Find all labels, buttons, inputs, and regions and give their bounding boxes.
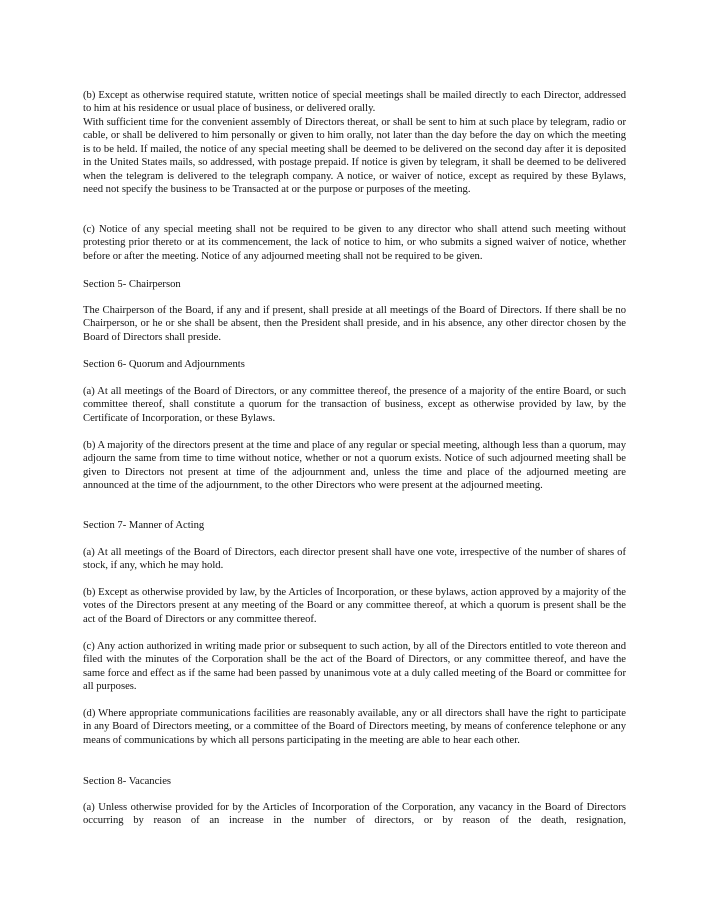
section-7-heading: Section 7- Manner of Acting — [83, 520, 205, 531]
section-8-heading: Section 8- Vacancies — [83, 776, 172, 787]
paragraph-s6-a: (a) At all meetings of the Board of Directors, or any committee thereof, the presence of a majority of the entire Board, or such committee thereof, shall constitute a quorum for the transaction of business, except as otherwise provided by law, by the Certificate of Incorporation, or these Bylaws. — [83, 386, 626, 424]
paragraph-s4-b-continued: With sufficient time for the convenient assembly of Directors thereat, or shall be sent to him at such place by telegram, radio or cable, or shall be delivered to him personally or given to him orally, not later than the day before the day on which the meeting is to be held. If mailed, the notice of any special meeting shall be deemed to be delivered on the second day after it is deposited in the United States mails, so addressed, with postage prepaid. If notice is given by telegram, it shall be deemed to be delivered when the telegram is delivered to the telegraph company. A notice, or waiver of notice, except as required by these Bylaws, need not specify the business to be Transacted at or the purpose or purposes of the meeting. — [83, 117, 626, 196]
paragraph-s5: The Chairperson of the Board, if any and if present, shall preside at all meetings of the Board of Directors. If there shall be no Chairperson, or he or she shall be absent, then the President shall preside, and in his absence, any other director chosen by the Board of Directors shall preside. — [83, 305, 626, 343]
paragraph-s7-d: (d) Where appropriate communications facilities are reasonably available, any or all directors shall have the right to participate in any Board of Directors meeting, or a committee of the Board of Directors meeting, by means of conference telephone or any means of communications by which all persons participating in the meeting are able to hear each other. — [83, 708, 626, 746]
paragraph-s4-c: (c) Notice of any special meeting shall not be required to be given to any director who shall attend such meeting without protesting prior thereto or at its commencement, the lack of notice to him, or who submits a signed waiver of notice, whether before or after the meeting. Notice of any adjourned meeting shall not be required to be given. — [83, 224, 626, 262]
paragraph-s7-c: (c) Any action authorized in writing made prior or subsequent to such action, by all of the Directors entitled to vote thereon and filed with the minutes of the Corporation shall be the act of the Board of Directors, or any committee thereof, and have the same force and effect as if the same had been passed by unanimous vote at a duly called meeting of the Board or committee for all purposes. — [83, 641, 626, 693]
paragraph-s7-a: (a) At all meetings of the Board of Directors, each director present shall have one vote, irrespective of the number of shares of stock, if any, which he may hold. — [83, 547, 626, 572]
section-6-heading: Section 6- Quorum and Adjournments — [83, 359, 245, 370]
paragraph-s6-b: (b) A majority of the directors present at the time and place of any regular or special meeting, although less than a quorum, may adjourn the same from time to time without notice, whether or not a quorum exists. Notice of such adjourned meeting shall be given to Directors not present at time of the adjournment and, unless the time and place of the adjourned meeting are announced at the time of the adjournment, to the other Directors who were present at the adjourned meeting. — [83, 440, 626, 492]
section-5-heading: Section 5- Chairperson — [83, 279, 181, 290]
paragraph-s7-b: (b) Except as otherwise provided by law, by the Articles of Incorporation, or these bylaws, action approved by a majority of the votes of the Directors present at any meeting of the Board or any committee thereof, at which a quorum is present shall be the act of the Board of Directors or any committee thereof. — [83, 587, 626, 625]
paragraph-s4-b: (b) Except as otherwise required statute, written notice of special meetings shall be mailed directly to each Director, addressed to him at his residence or usual place of business, or delivered orally. — [83, 90, 626, 115]
paragraph-s8-a: (a) Unless otherwise provided for by the Articles of Incorporation of the Corporation, any vacancy in the Board of Directors occurring by reason of an increase in the number of directors, or by reason of the death, resignation, — [83, 802, 626, 827]
